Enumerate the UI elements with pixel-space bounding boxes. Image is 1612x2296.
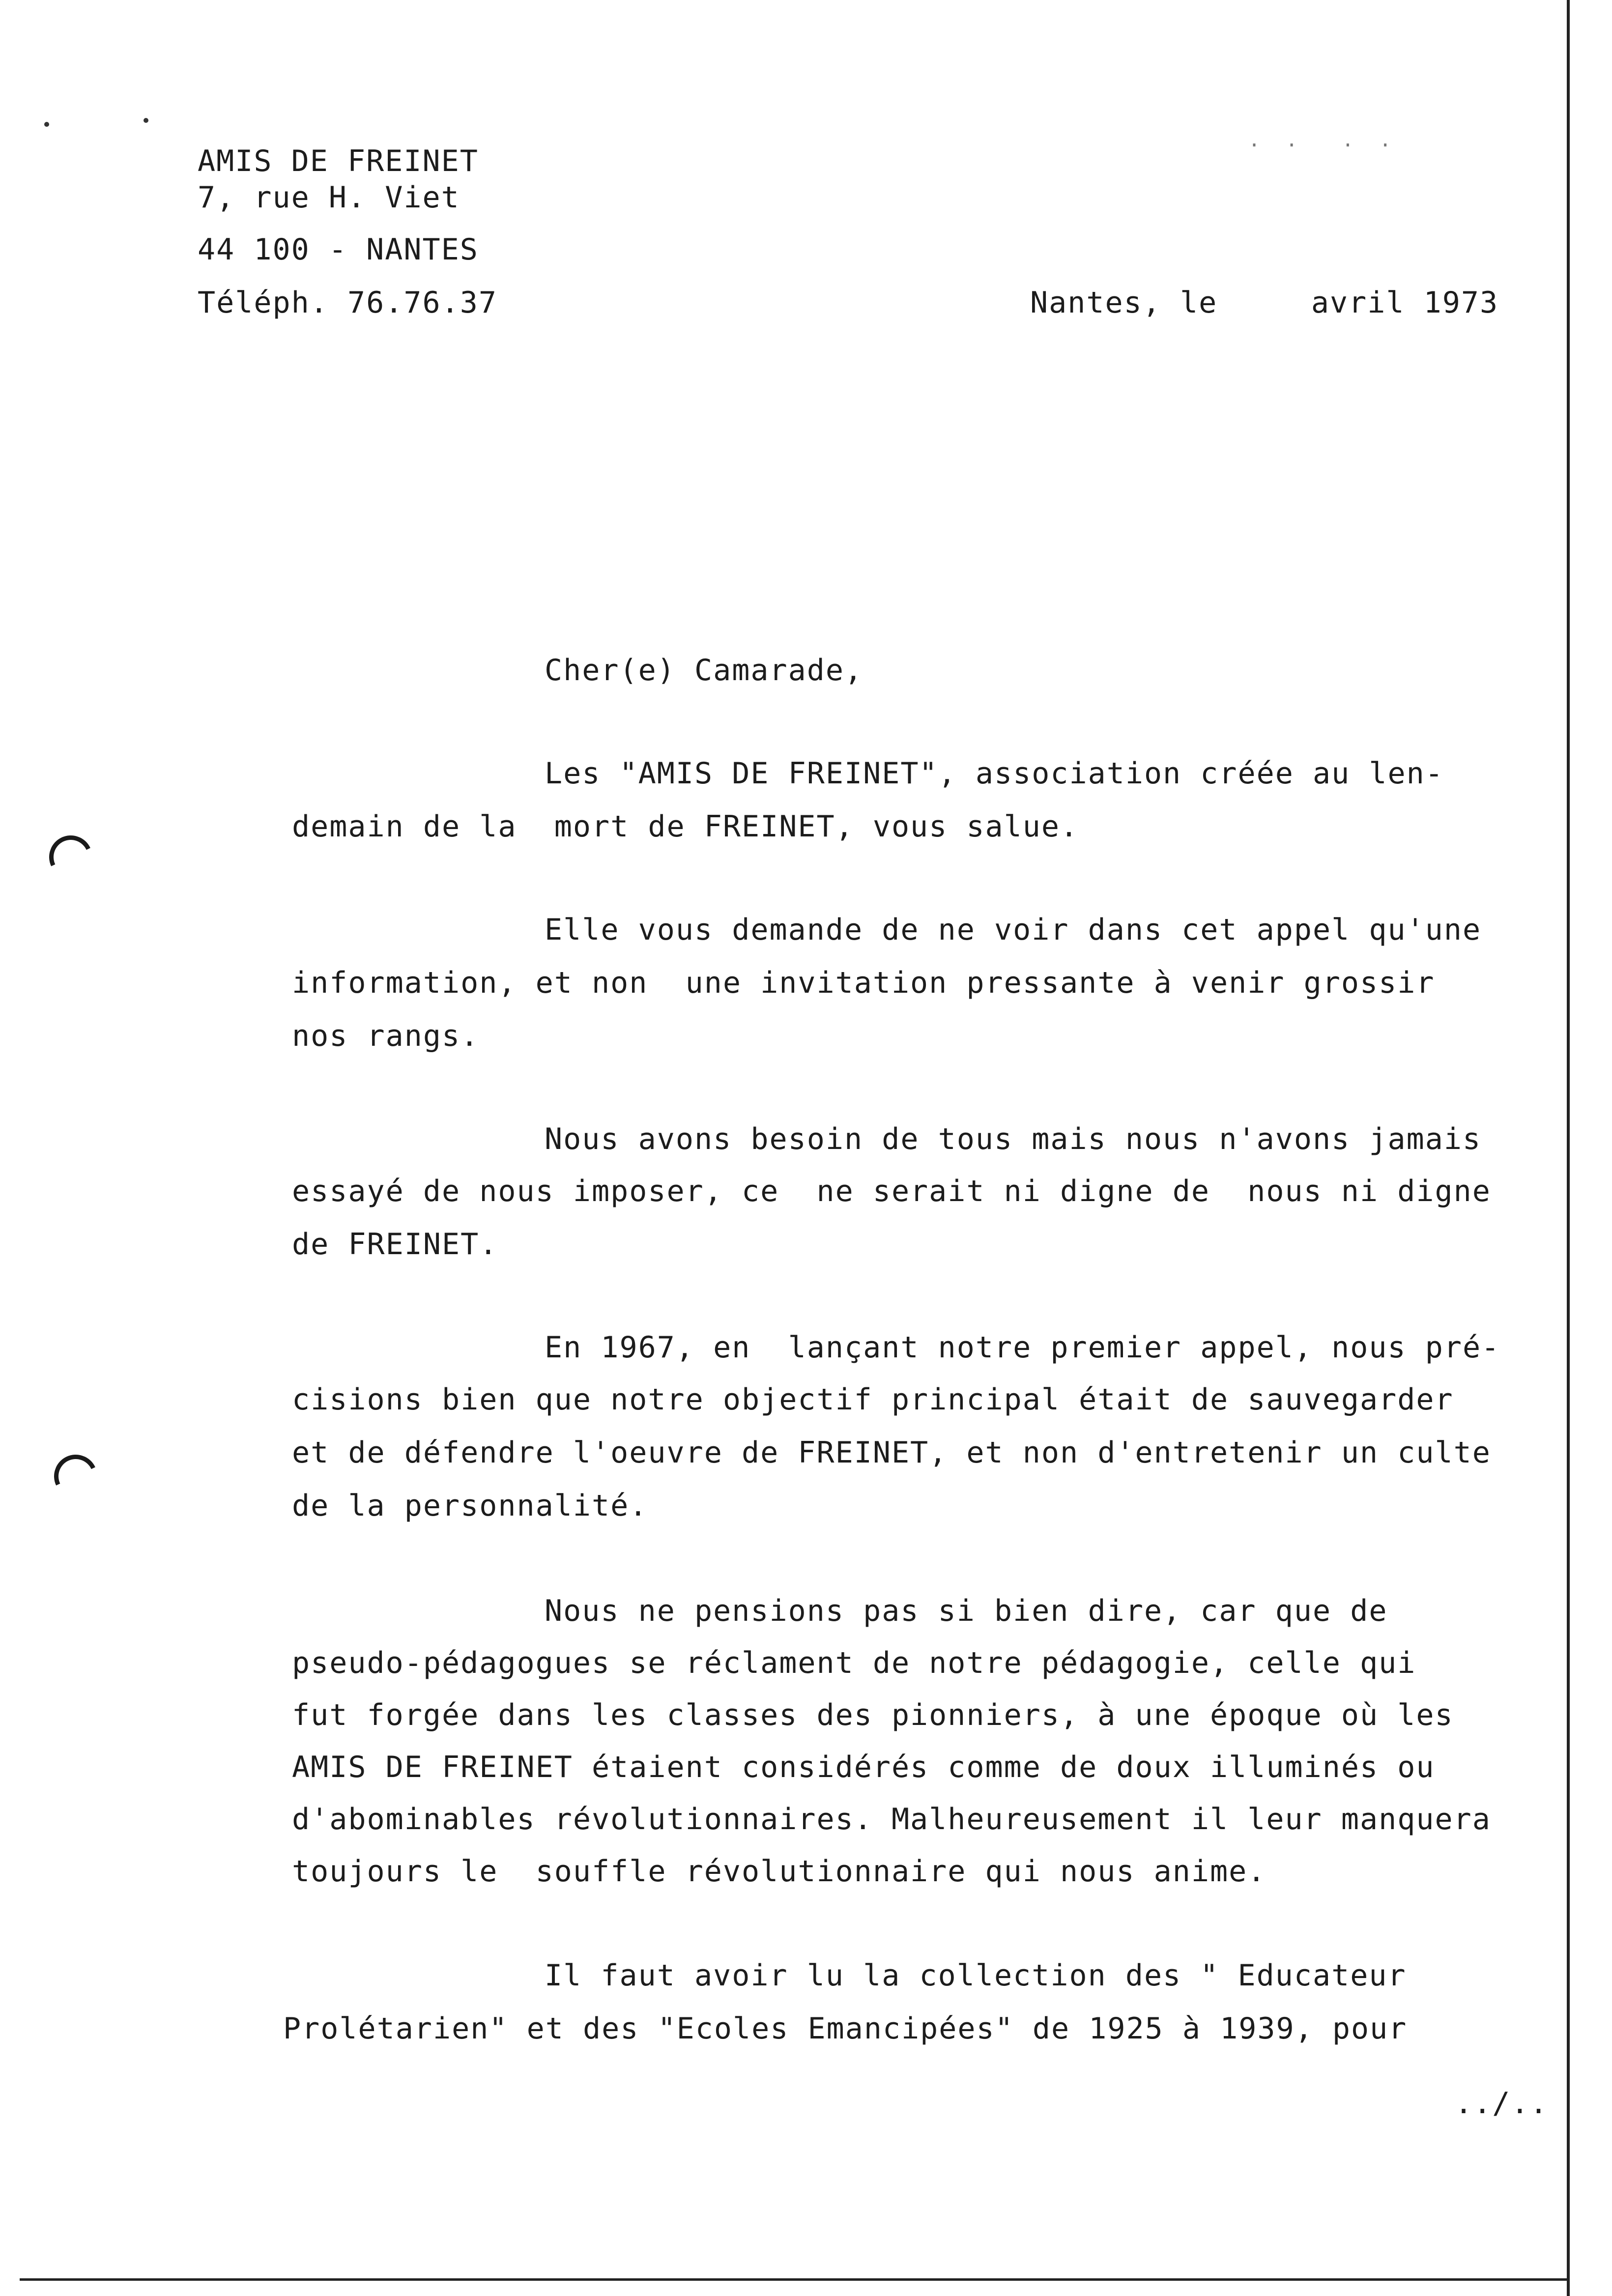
body-line: En 1967, en lançant notre premier appel, nous pré-	[545, 1330, 1500, 1365]
salutation: Cher(e) Camarade,	[545, 653, 864, 688]
body-line: Nous ne pensions pas si bien dire, car que de	[545, 1594, 1388, 1628]
page-right-edge	[1567, 0, 1570, 2296]
faint-dots: . . . .	[1248, 129, 1398, 151]
body-line: cisions bien que notre objectif principal était de sauvegarder	[292, 1382, 1454, 1417]
body-line: et de défendre l'oeuvre de FREINET, et non d'entretenir un culte	[292, 1435, 1491, 1470]
sender-name: AMIS DE FREINET	[198, 144, 479, 178]
body-line: pseudo-pédagogues se réclament de notre pédagogie, celle qui	[292, 1646, 1416, 1680]
continuation-mark: ../..	[1455, 2086, 1549, 2121]
body-line: toujours le souffle révolutionnaire qui nous anime.	[292, 1854, 1267, 1889]
date-line: Nantes, le avril 1973	[1030, 286, 1499, 320]
sender-phone: Téléph. 76.76.37	[198, 286, 497, 320]
scan-speck	[44, 122, 49, 127]
punch-hole-mark	[43, 830, 99, 885]
body-line: nos rangs.	[292, 1019, 480, 1053]
sender-street: 7, rue H. Viet	[198, 180, 460, 215]
body-line: demain de la mort de FREINET, vous salue.	[292, 809, 1079, 844]
body-line: AMIS DE FREINET étaient considérés comme de doux illuminés ou	[292, 1750, 1435, 1784]
body-line: de la personnalité.	[292, 1489, 648, 1523]
body-line: Nous avons besoin de tous mais nous n'avons jamais	[545, 1122, 1482, 1156]
body-line: Elle vous demande de ne voir dans cet appel qu'une	[545, 913, 1482, 947]
punch-hole-mark	[48, 1449, 104, 1504]
body-line: fut forgée dans les classes des pionniers, à une époque où les	[292, 1698, 1454, 1732]
sender-city: 44 100 - NANTES	[198, 232, 479, 267]
body-line: Il faut avoir lu la collection des " Educateur	[545, 1958, 1407, 1993]
body-line: essayé de nous imposer, ce ne serait ni digne de nous ni digne	[292, 1174, 1491, 1208]
body-line: Prolétarien" et des "Ecoles Emancipées" de 1925 à 1939, pour	[283, 2011, 1408, 2046]
body-line: information, et non une invitation pressante à venir grossir	[292, 966, 1435, 1000]
body-line: Les "AMIS DE FREINET", association créée au len-	[545, 756, 1444, 791]
scan-speck	[144, 118, 148, 123]
body-line: d'abominables révolutionnaires. Malheureusement il leur manquera	[292, 1802, 1491, 1837]
body-line: de FREINET.	[292, 1227, 498, 1262]
page-bottom-edge	[20, 2278, 1568, 2281]
